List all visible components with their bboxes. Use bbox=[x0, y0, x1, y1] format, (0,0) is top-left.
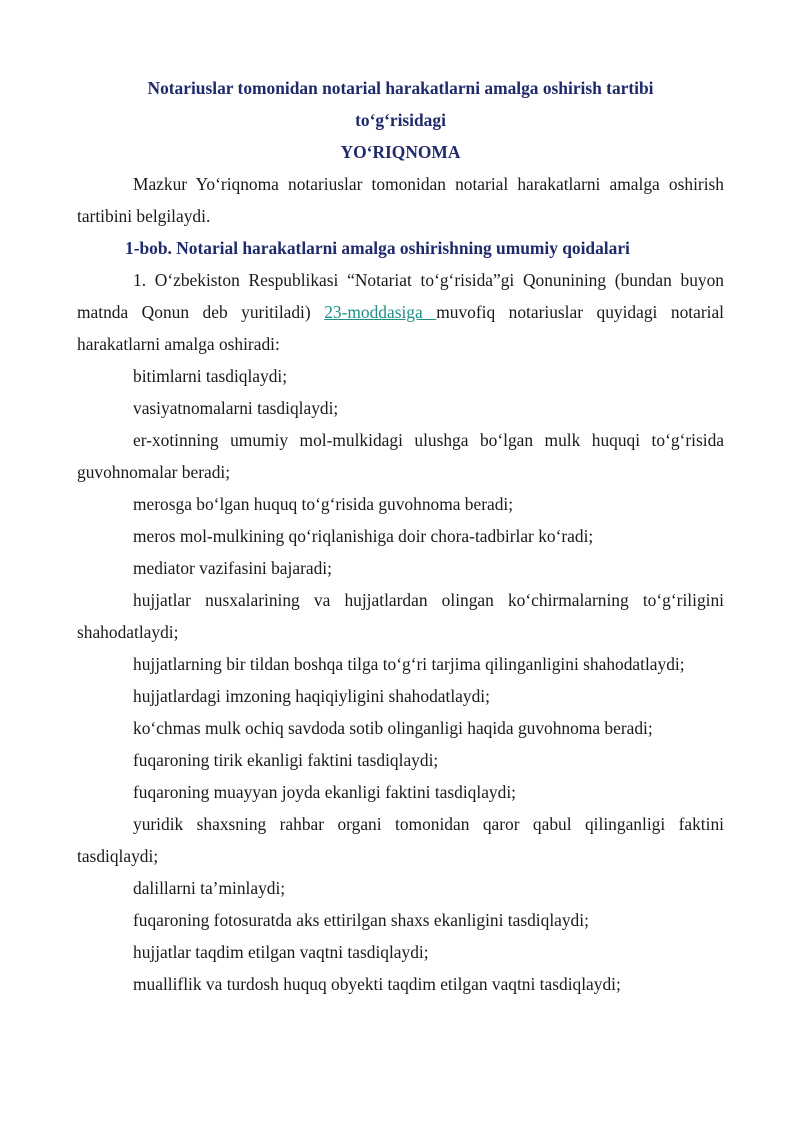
list-item: mualliflik va turdosh huquq obyekti taqdim etilgan vaqtni tasdiqlaydi; bbox=[133, 974, 621, 994]
document-title-line-2: to‘g‘risidagi bbox=[355, 110, 446, 130]
list-item: fuqaroning fotosuratda aks ettirilgan shaxs ekanligini tasdiqlaydi; bbox=[133, 910, 589, 930]
item-1-text-after: muvofiq notariuslar quyidagi notarial harakatlarni amalga oshiradi: bbox=[77, 302, 724, 354]
list-item: fuqaroning muayyan joyda ekanligi faktini tasdiqlaydi; bbox=[133, 782, 516, 802]
article-23-link[interactable]: 23-moddasiga bbox=[324, 302, 437, 322]
list-item: vasiyatnomalarni tasdiqlaydi; bbox=[133, 398, 339, 418]
item-1-text-before: 1. O‘zbekiston Respublikasi “Notariat to‘g‘risida”gi Qonunining (bundan buyon matnda Qonun deb yuritiladi) bbox=[77, 270, 724, 322]
item-1-paragraph bbox=[77, 264, 724, 360]
document-title-line-1: Notariuslar tomonidan notarial harakatlarni amalga oshirish tartibi bbox=[147, 78, 654, 98]
list-item: ko‘chmas mulk ochiq savdoda sotib olinganligi haqida guvohnoma beradi; bbox=[133, 718, 653, 738]
list-item: merosga bo‘lgan huquq to‘g‘risida guvohnoma beradi; bbox=[133, 494, 514, 514]
list-item: yuridik shaxsning rahbar organi tomonidan qaror qabul qilinganligi faktini tasdiqlaydi; bbox=[77, 814, 724, 866]
list-item: er-xotinning umumiy mol-mulkidagi ulushga bo‘lgan mulk huquqi to‘g‘risida guvohnomalar beradi; bbox=[77, 430, 724, 482]
chapter-1-heading: 1-bob. Notarial harakatlarni amalga oshirishning umumiy qoidalari bbox=[125, 238, 630, 258]
list-item: mediator vazifasini bajaradi; bbox=[133, 558, 332, 578]
list-item: hujjatlarning bir tildan boshqa tilga to‘g‘ri tarjima qilinganligini shahodatlaydi; bbox=[133, 654, 685, 674]
document-title-line-3: YO‘RIQNOMA bbox=[340, 142, 461, 162]
list-item: hujjatlar nusxalarining va hujjatlardan olingan ko‘chirmalarning to‘g‘riligini shahodatlaydi; bbox=[77, 590, 724, 642]
list-item: bitimlarni tasdiqlaydi; bbox=[133, 366, 288, 386]
list-item: meros mol-mulkining qo‘riqlanishiga doir chora-tadbirlar ko‘radi; bbox=[133, 526, 594, 546]
list-item: fuqaroning tirik ekanligi faktini tasdiqlaydi; bbox=[133, 750, 439, 770]
list-item: hujjatlar taqdim etilgan vaqtni tasdiqlaydi; bbox=[133, 942, 429, 962]
list-item: hujjatlardagi imzoning haqiqiyligini shahodatlaydi; bbox=[133, 686, 490, 706]
list-item: dalillarni ta’minlaydi; bbox=[133, 878, 286, 898]
intro-paragraph: Mazkur Yo‘riqnoma notariuslar tomonidan notarial harakatlarni amalga oshirish tartibini belgilaydi. bbox=[77, 174, 724, 226]
